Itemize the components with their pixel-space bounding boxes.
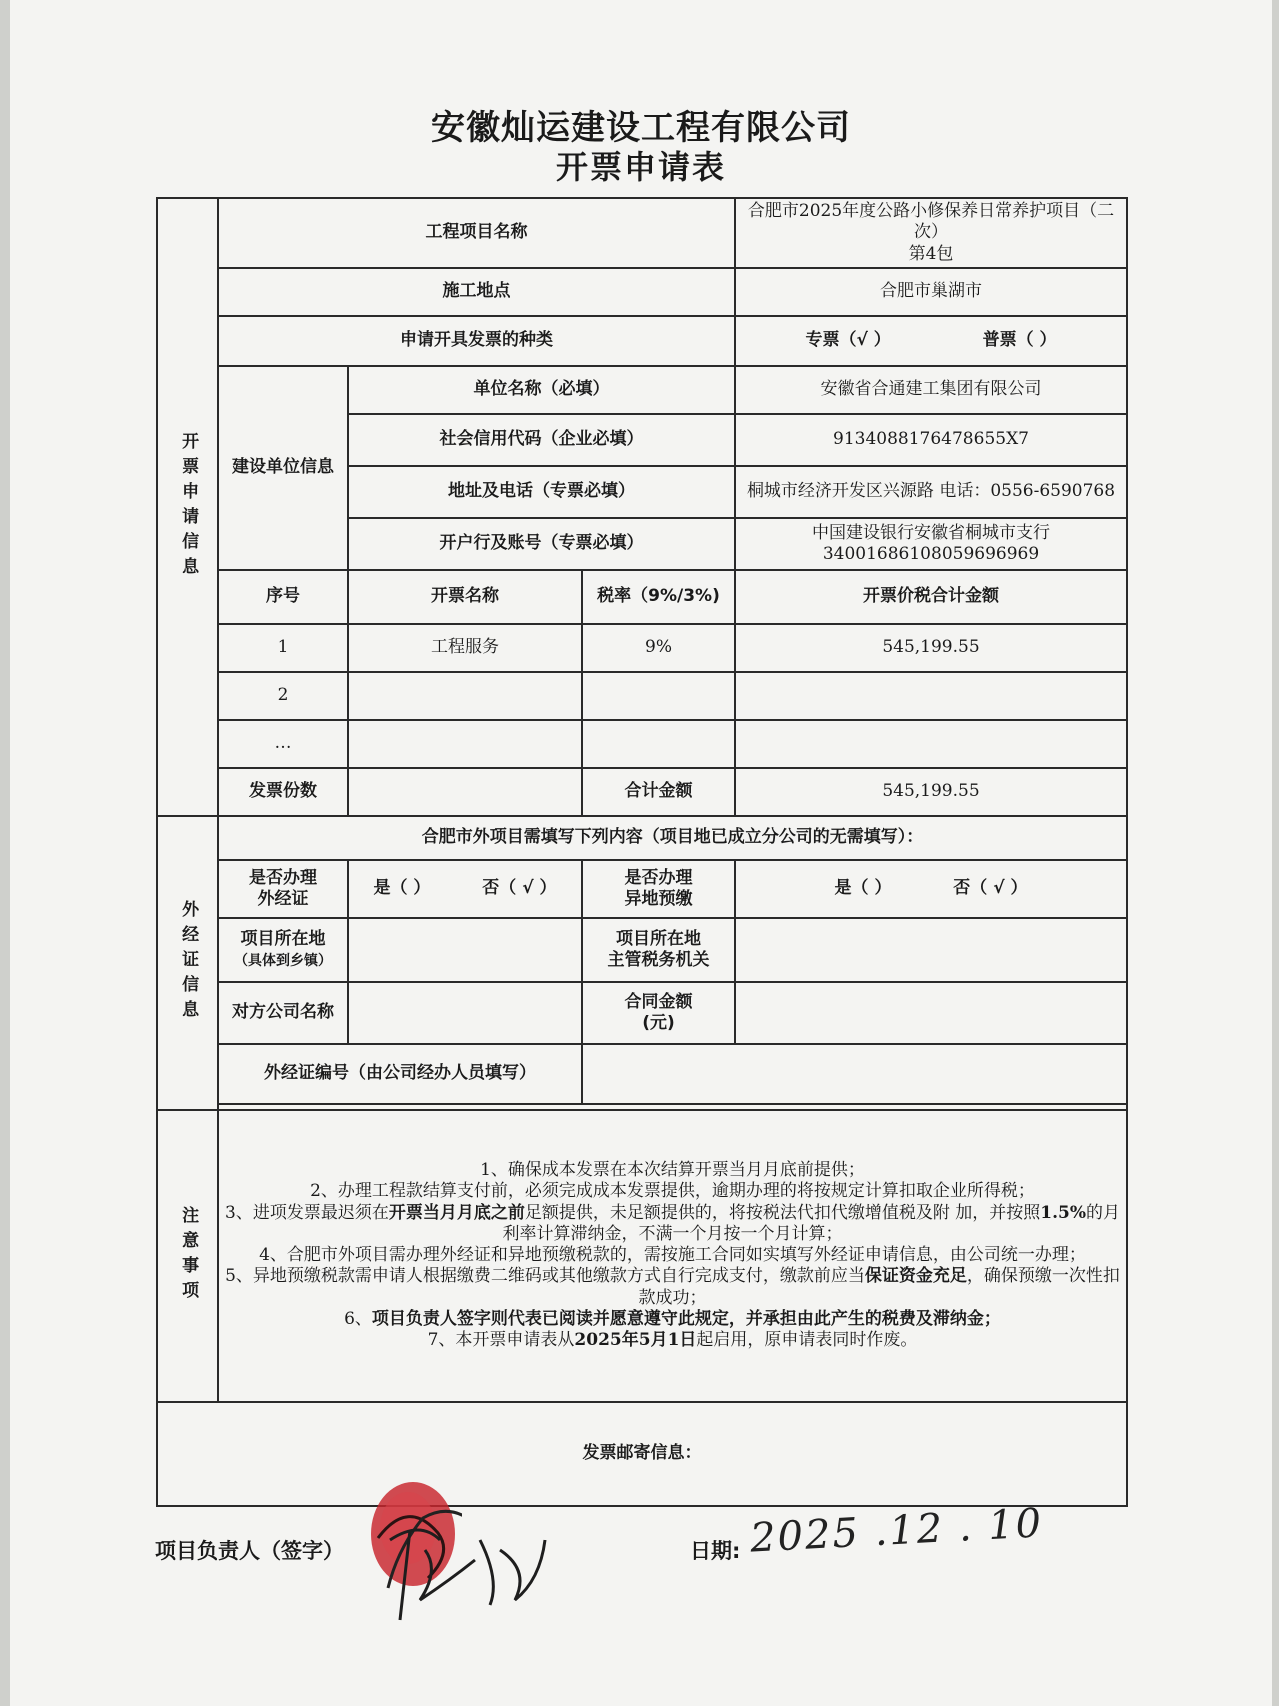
contract-amount-label <box>582 982 735 1044</box>
row-amount[interactable]: 545,199.55 <box>735 624 1127 672</box>
tax-authority-label <box>582 918 735 982</box>
prepay-label-line2: 异地预缴 <box>624 888 693 909</box>
project-name-line1: 合肥市2025年度公路小修保养日常养护项目（二次） <box>747 201 1115 243</box>
prepay-yes-option[interactable]: 是（ ） <box>834 878 892 899</box>
builder-info-label: 建设单位信息 <box>218 366 348 570</box>
handwritten-signature <box>380 1510 550 1630</box>
invoice-type-label: 申请开具发票的种类 <box>218 316 735 366</box>
external-section-header: 合肥市外项目需填写下列内容（项目地已成立分公司的无需填写）： <box>218 816 1127 860</box>
cert-label-line2: 外经证 <box>257 888 309 909</box>
normal-invoice-option[interactable]: 普票（ ） <box>982 330 1057 351</box>
cert-yes-option[interactable]: 是（ ） <box>373 878 431 899</box>
col-header-tax-rate: 税率（9%/3%) <box>582 570 735 624</box>
address-phone-label: 地址及电话（专票必填） <box>348 466 735 518</box>
special-invoice-option[interactable]: 专票（√ ） <box>805 330 891 351</box>
table-row <box>157 624 1127 672</box>
table-row <box>157 720 1127 768</box>
invoice-application-form <box>156 197 1128 1507</box>
site-value[interactable]: 合肥市巢湖市 <box>735 268 1127 316</box>
contract-amount-line2: (元) <box>642 1012 675 1033</box>
address-phone-value[interactable]: 桐城市经济开发区兴源路 电话：0556-6590768 <box>735 466 1127 518</box>
credit-code-value[interactable]: 9134088176478655X7 <box>735 414 1127 466</box>
row-amount[interactable] <box>735 672 1127 720</box>
mailing-info[interactable] <box>157 1402 1127 1506</box>
project-location-value[interactable] <box>348 918 582 982</box>
tax-authority-value[interactable] <box>735 918 1127 982</box>
bank-account-label: 开户行及账号（专票必填） <box>348 518 735 570</box>
cert-number-value[interactable] <box>582 1044 1127 1104</box>
mailing-info-label: 发票邮寄信息： <box>582 1443 702 1464</box>
bank-name: 中国建设银行安徽省桐城市支行 <box>812 522 1050 543</box>
prepay-question-label <box>582 860 735 918</box>
form-title: 开票申请表 <box>555 148 726 186</box>
project-location-label <box>218 918 348 982</box>
row-no: … <box>218 720 348 768</box>
note-7: 7、本开票申请表从2025年5月1日起启用，原申请表同时作废。 <box>427 1330 918 1351</box>
company-name: 安徽灿运建设工程有限公司 <box>431 108 851 148</box>
note-3: 3、进项发票最迟须在开票当月月底之前足额提供，未足额提供的，将按税法代扣代缴增值税及附 加，并按照1.5%的月利率计算滞纳金，不满一个月按一个月计算； <box>225 1202 1120 1244</box>
row-tax-rate[interactable] <box>582 720 735 768</box>
project-name-value[interactable] <box>735 198 1127 268</box>
invoice-type-options[interactable] <box>735 316 1127 366</box>
date-value: 2025 .12 . 10 <box>748 1500 1045 1562</box>
prepay-no-option[interactable]: 否（ √ ） <box>953 878 1028 899</box>
notes-list <box>218 1110 1127 1402</box>
location-label-line1: 项目所在地 <box>240 928 326 949</box>
total-amount-label: 合计金额 <box>582 768 735 816</box>
col-header-amount: 开票价税合计金额 <box>735 570 1127 624</box>
contract-amount-line1: 合同金额 <box>624 991 693 1012</box>
row-invoice-name[interactable]: 工程服务 <box>348 624 582 672</box>
date-label: 日期: <box>690 1539 741 1563</box>
note-2: 2、办理工程款结算支付前，必须完成成本发票提供，逾期办理的将按规定计算扣取企业所得税； <box>310 1181 1035 1202</box>
col-header-no: 序号 <box>218 570 348 624</box>
unit-name-value[interactable]: 安徽省合通建工集团有限公司 <box>735 366 1127 414</box>
tax-authority-line2: 主管税务机关 <box>607 949 710 970</box>
note-6: 6、项目负责人签字则代表已阅读并愿意遵守此规定，并承担由此产生的税费及滞纳金； <box>344 1308 1001 1329</box>
cert-options[interactable] <box>348 860 582 918</box>
col-header-invoice-name: 开票名称 <box>348 570 582 624</box>
project-name-label: 工程项目名称 <box>218 198 735 268</box>
note-5: 5、异地预缴税款需申请人根据缴费二维码或其他缴款方式自行完成支付，缴款前应当保证资金充足，确保预缴一次性扣款成功； <box>225 1266 1120 1308</box>
note-1: 1、确保成本发票在本次结算开票当月月底前提供； <box>480 1160 865 1181</box>
invoice-count-label: 发票份数 <box>218 768 348 816</box>
prepay-options[interactable] <box>735 860 1127 918</box>
counterparty-label: 对方公司名称 <box>218 982 348 1044</box>
cert-label-line1: 是否办理 <box>249 867 317 888</box>
cert-question-label <box>218 860 348 918</box>
table-row <box>157 672 1127 720</box>
location-label-line2: （具体到乡镇） <box>234 952 332 969</box>
credit-code-label: 社会信用代码（企业必填） <box>348 414 735 466</box>
row-no: 2 <box>218 672 348 720</box>
row-invoice-name[interactable] <box>348 720 582 768</box>
unit-name-label: 单位名称（必填） <box>348 366 735 414</box>
row-tax-rate[interactable]: 9% <box>582 624 735 672</box>
signer-label: 项目负责人（签字） <box>155 1539 344 1563</box>
external-section-side-label: 外经证信息 <box>157 816 218 1110</box>
note-4: 4、合肥市外项目需办理外经证和异地预缴税款的，需按施工合同如实填写外经证申请信息，由公司统一办理； <box>259 1245 1086 1266</box>
project-name-line2: 第4包 <box>908 243 954 264</box>
row-tax-rate[interactable] <box>582 672 735 720</box>
cert-no-option[interactable]: 否（ √ ） <box>482 878 557 899</box>
site-label: 施工地点 <box>218 268 735 316</box>
cert-number-label: 外经证编号（由公司经办人员填写） <box>218 1044 582 1104</box>
row-no: 1 <box>218 624 348 672</box>
prepay-label-line1: 是否办理 <box>624 867 693 888</box>
notes-section-side-label: 注意事项 <box>157 1110 218 1402</box>
tax-authority-line1: 项目所在地 <box>616 928 701 949</box>
invoice-count-value[interactable] <box>348 768 582 816</box>
counterparty-value[interactable] <box>348 982 582 1044</box>
bank-account-number: 34001686108059696969 <box>822 543 1040 564</box>
row-invoice-name[interactable] <box>348 672 582 720</box>
bank-account-value[interactable] <box>735 518 1127 570</box>
invoice-section-side-label: 开票申请信息 <box>157 198 218 816</box>
row-amount[interactable] <box>735 720 1127 768</box>
total-amount-value[interactable]: 545,199.55 <box>735 768 1127 816</box>
contract-amount-value[interactable] <box>735 982 1127 1044</box>
